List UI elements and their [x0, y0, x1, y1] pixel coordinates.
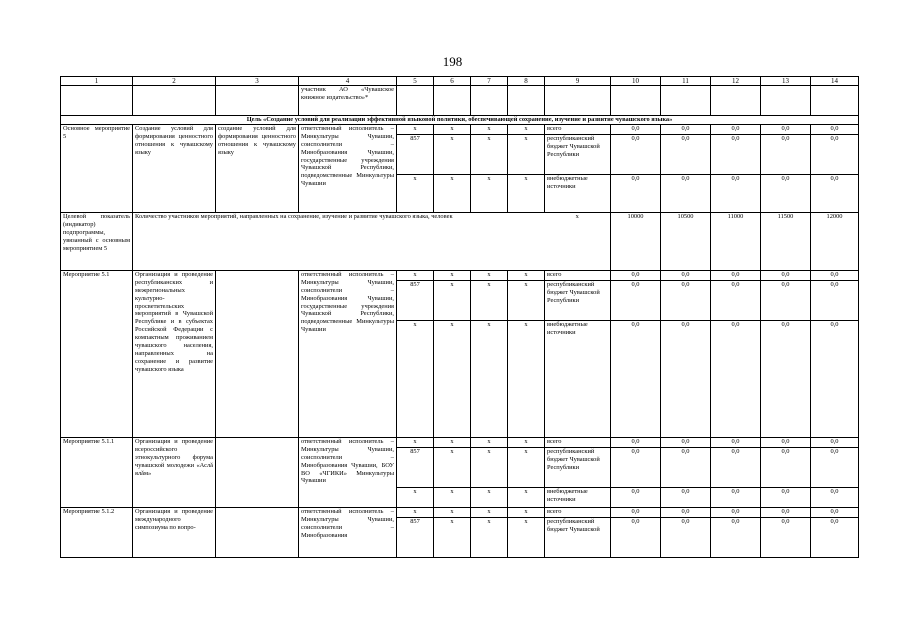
budget-code: x	[508, 124, 545, 134]
page-number: 198	[442, 54, 463, 69]
event-description: Создание условий для формирования ценностного отношения к чувашскому языку	[133, 124, 216, 212]
budget-code: x	[397, 124, 434, 134]
budget-code: x	[471, 517, 508, 557]
funding-source: республиканский бюджет Чувашской Республики	[545, 447, 611, 487]
funding-value: 0,0	[661, 320, 711, 437]
budget-code: x	[434, 174, 471, 212]
funding-value: 0,0	[661, 280, 711, 320]
funding-value: 0,0	[761, 517, 811, 557]
budget-code: x	[508, 320, 545, 437]
budget-code: x	[397, 507, 434, 517]
funding-value: 0,0	[711, 174, 761, 212]
funding-value: 0,0	[611, 437, 661, 447]
budget-code: 857	[397, 517, 434, 557]
budget-code: x	[434, 280, 471, 320]
funding-value: 0,0	[811, 134, 859, 174]
funding-value: 0,0	[811, 507, 859, 517]
col-number: 14	[811, 77, 859, 86]
budget-code: x	[508, 517, 545, 557]
funding-source: внебюджетные источники	[545, 487, 611, 507]
funding-value: 0,0	[811, 487, 859, 507]
budget-code: x	[471, 320, 508, 437]
continued-participant: участник АО «Чувашское книжное издательство»*	[299, 86, 397, 116]
funding-value: 0,0	[811, 437, 859, 447]
funding-source: республиканский бюджет Чувашской Республики	[545, 134, 611, 174]
budget-code: x	[434, 487, 471, 507]
budget-code: x	[471, 124, 508, 134]
funding-value: 0,0	[661, 487, 711, 507]
funding-value: 0,0	[811, 447, 859, 487]
budget-code: x	[434, 437, 471, 447]
funding-source: республиканский бюджет Чувашской	[545, 517, 611, 557]
budget-code: x	[508, 280, 545, 320]
event-task	[216, 270, 299, 437]
event-row	[61, 270, 859, 280]
budget-code: 857	[397, 447, 434, 487]
col-number: 4	[299, 77, 397, 86]
event-task: создание условий для формирования ценностного отношения к чувашскому языку	[216, 124, 299, 212]
budget-code: x	[471, 437, 508, 447]
funding-value: 0,0	[711, 507, 761, 517]
budget-code: x	[434, 517, 471, 557]
cell	[61, 86, 133, 116]
budget-code: 857	[397, 280, 434, 320]
funding-value: 0,0	[611, 517, 661, 557]
funding-value: 0,0	[611, 320, 661, 437]
col-number: 9	[545, 77, 611, 86]
budget-code: x	[397, 487, 434, 507]
col-number: 6	[434, 77, 471, 86]
budget-code: x	[397, 437, 434, 447]
funding-source: внебюджетные источники	[545, 320, 611, 437]
goal-title: Цель «Создание условий для реализации эффективной языковой политики, обеспечивающей сохранение, изучение и развитие чувашского языка»	[61, 116, 859, 125]
budget-code: x	[471, 270, 508, 280]
col-number: 13	[761, 77, 811, 86]
cell	[508, 86, 545, 116]
indicator-value: 11500	[761, 212, 811, 270]
funding-value: 0,0	[611, 174, 661, 212]
budget-code: x	[471, 487, 508, 507]
budget-code: x	[508, 270, 545, 280]
funding-value: 0,0	[761, 320, 811, 437]
budget-code: x	[508, 174, 545, 212]
col-number: 11	[661, 77, 711, 86]
indicator-row	[61, 212, 859, 270]
funding-value: 0,0	[811, 270, 859, 280]
funding-value: 0,0	[761, 270, 811, 280]
funding-value: 0,0	[711, 517, 761, 557]
goal-row	[61, 116, 859, 125]
funding-value: 0,0	[611, 507, 661, 517]
budget-code: x	[508, 507, 545, 517]
indicator-x: x	[545, 212, 611, 270]
budget-code: x	[397, 270, 434, 280]
cell	[216, 86, 299, 116]
event-description: Организация и проведение республиканских и межрегиональных культурно-просветительских мероприятий в Чувашской Республике и в субъектах Российской Федерации с компактным проживанием чувашского населения, направленных на сохранение и развитие чувашского языка	[133, 270, 216, 437]
funding-value: 0,0	[611, 134, 661, 174]
funding-source: республиканский бюджет Чувашской Республики	[545, 280, 611, 320]
funding-value: 0,0	[611, 124, 661, 134]
funding-value: 0,0	[661, 517, 711, 557]
funding-value: 0,0	[711, 320, 761, 437]
cell	[434, 86, 471, 116]
budget-code: x	[508, 447, 545, 487]
funding-value: 0,0	[611, 270, 661, 280]
funding-value: 0,0	[761, 507, 811, 517]
event-row	[61, 507, 859, 517]
budget-code: x	[397, 320, 434, 437]
funding-value: 0,0	[661, 270, 711, 280]
funding-value: 0,0	[811, 320, 859, 437]
budget-code: x	[471, 447, 508, 487]
event-executors: ответственный исполнитель – Минкультуры Чувашии, соисполнители – Минобразования Чувашии, государственные учреждения Чувашской Республики, подведомственные Минкультуры Чувашии	[299, 124, 397, 212]
event-name: Мероприятие 5.1.1	[61, 437, 133, 507]
funding-source: всего	[545, 437, 611, 447]
event-description: Организация и проведение международного симпозиума по вопро-	[133, 507, 216, 557]
cell	[133, 86, 216, 116]
funding-value: 0,0	[661, 507, 711, 517]
funding-value: 0,0	[761, 437, 811, 447]
indicator-name: Целевой показатель (индикатор) подпрограммы, увязанный с основным мероприятием 5	[61, 212, 133, 270]
funding-value: 0,0	[661, 134, 711, 174]
budget-code: x	[471, 280, 508, 320]
col-number: 8	[508, 77, 545, 86]
budget-code: x	[471, 507, 508, 517]
cell	[661, 86, 711, 116]
col-number: 12	[711, 77, 761, 86]
col-number: 7	[471, 77, 508, 86]
indicator-value: 10000	[611, 212, 661, 270]
funding-source: всего	[545, 270, 611, 280]
funding-value: 0,0	[711, 437, 761, 447]
indicator-value: 12000	[811, 212, 859, 270]
budget-code: x	[508, 487, 545, 507]
col-number: 3	[216, 77, 299, 86]
budget-code: x	[508, 134, 545, 174]
funding-value: 0,0	[661, 437, 711, 447]
budget-code: x	[434, 447, 471, 487]
event-name: Мероприятие 5.1.2	[61, 507, 133, 557]
funding-value: 0,0	[611, 487, 661, 507]
budget-code: x	[434, 124, 471, 134]
col-number: 10	[611, 77, 661, 86]
funding-value: 0,0	[711, 134, 761, 174]
funding-value: 0,0	[661, 447, 711, 487]
funding-source: внебюджетные источники	[545, 174, 611, 212]
funding-value: 0,0	[761, 124, 811, 134]
funding-value: 0,0	[761, 447, 811, 487]
event-row	[61, 437, 859, 447]
budget-code: x	[434, 507, 471, 517]
indicator-value: 11000	[711, 212, 761, 270]
event-task	[216, 507, 299, 557]
funding-value: 0,0	[661, 124, 711, 134]
budget-code: x	[397, 174, 434, 212]
col-number: 1	[61, 77, 133, 86]
budget-code: x	[434, 134, 471, 174]
event-description: Организация и проведение всероссийского этнокультурного форума чувашской молодежи «Аслă ялăм»	[133, 437, 216, 507]
funding-value: 0,0	[811, 174, 859, 212]
budget-code: x	[434, 270, 471, 280]
funding-source: всего	[545, 507, 611, 517]
budget-code: x	[434, 320, 471, 437]
event-executors: ответственный исполнитель – Минкультуры Чувашии, соисполнители – Минобразования Чувашии, БОУ ВО «ЧГИКИ» Минкультуры Чувашии	[299, 437, 397, 507]
funding-value: 0,0	[611, 280, 661, 320]
funding-value: 0,0	[711, 124, 761, 134]
indicator-value: 10500	[661, 212, 711, 270]
cell	[611, 86, 661, 116]
funding-value: 0,0	[811, 124, 859, 134]
funding-value: 0,0	[661, 174, 711, 212]
funding-value: 0,0	[811, 280, 859, 320]
event-executors: ответственный исполнитель – Минкультуры Чувашии, соисполнители – Минобразования Чувашии, государственные учреждения Чувашской Республики, подведомственные Минкультуры Чувашии	[299, 270, 397, 437]
continued-row	[61, 86, 859, 116]
funding-source: всего	[545, 124, 611, 134]
funding-value: 0,0	[811, 517, 859, 557]
funding-value: 0,0	[761, 280, 811, 320]
budget-code: 857	[397, 134, 434, 174]
event-executors: ответственный исполнитель – Минкультуры Чувашии, соисполнители – Минобразования	[299, 507, 397, 557]
cell	[811, 86, 859, 116]
funding-value: 0,0	[711, 280, 761, 320]
col-number: 5	[397, 77, 434, 86]
indicator-text: Количество участников мероприятий, направленных на сохранение, изучение и развитие чувашского языка, человек	[133, 212, 545, 270]
cell	[761, 86, 811, 116]
cell	[397, 86, 434, 116]
main-event-row	[61, 124, 859, 134]
cell	[711, 86, 761, 116]
funding-value: 0,0	[761, 487, 811, 507]
funding-value: 0,0	[611, 447, 661, 487]
budget-code: x	[471, 134, 508, 174]
funding-value: 0,0	[711, 270, 761, 280]
budget-code: x	[471, 174, 508, 212]
cell	[471, 86, 508, 116]
funding-value: 0,0	[711, 447, 761, 487]
program-table	[60, 76, 859, 558]
cell	[545, 86, 611, 116]
event-task	[216, 437, 299, 507]
funding-value: 0,0	[761, 134, 811, 174]
col-number: 2	[133, 77, 216, 86]
event-name: Мероприятие 5.1	[61, 270, 133, 437]
column-number-row	[61, 77, 859, 86]
funding-value: 0,0	[711, 487, 761, 507]
event-name: Основное мероприятие 5	[61, 124, 133, 212]
funding-value: 0,0	[761, 174, 811, 212]
budget-code: x	[508, 437, 545, 447]
